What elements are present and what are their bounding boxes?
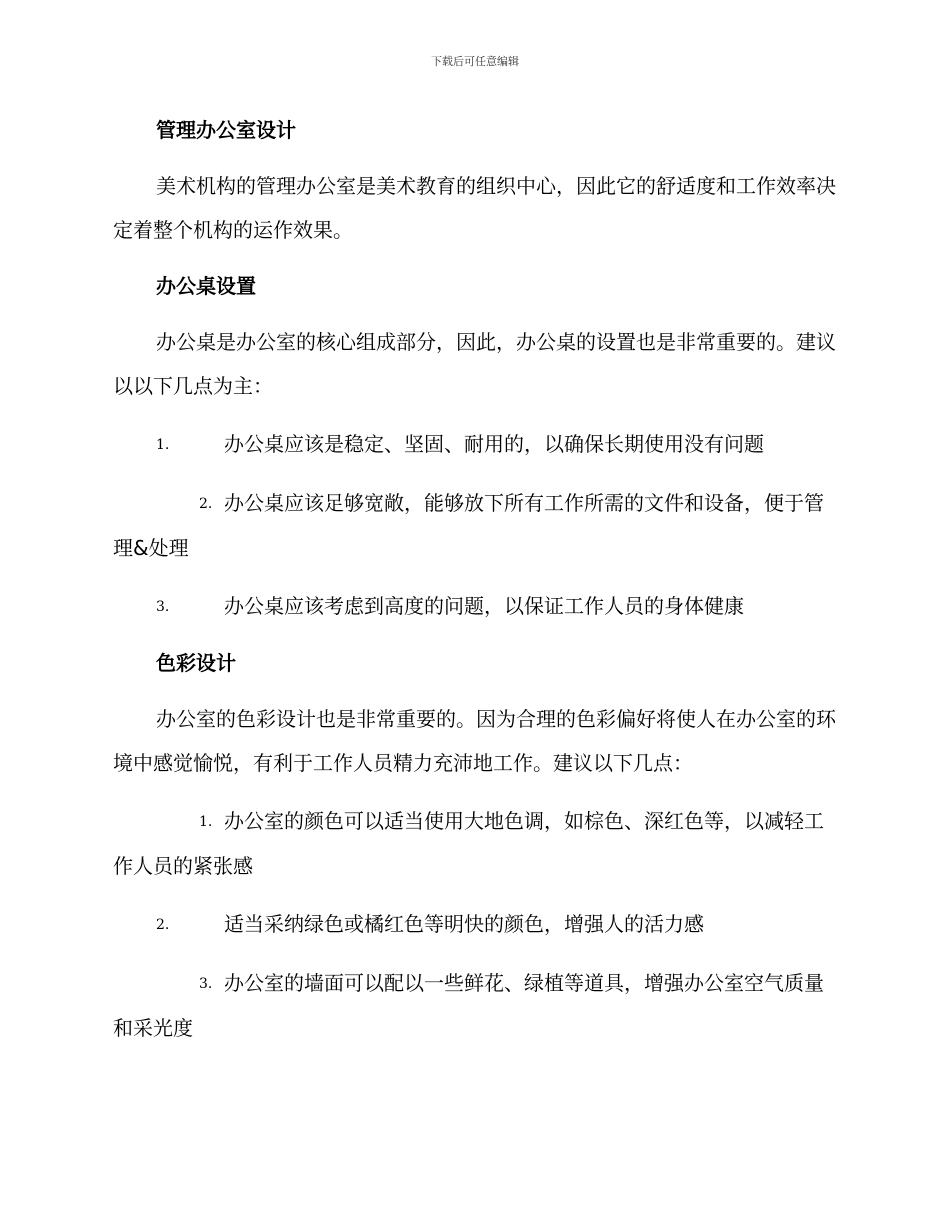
list-number: 2. bbox=[199, 496, 213, 512]
section-heading-management: 管理办公室设计 bbox=[156, 118, 296, 142]
list-item bbox=[113, 584, 838, 629]
paragraph-desk: 办公桌是办公室的核心组成部分，因此，办公桌的设置也是非常重要的。建议以以下几点为主： bbox=[113, 330, 836, 398]
list-item bbox=[113, 961, 838, 1050]
list-text: 办公室的墙面可以配以一些鲜花、绿植等道具，增强办公室空气质量和采光度 bbox=[113, 971, 824, 1040]
list-text: 办公桌应该是稳定、坚固、耐用的，以确保长期使用没有问题 bbox=[224, 432, 764, 456]
list-item bbox=[113, 422, 838, 467]
page-header: 下载后可任意编辑 bbox=[431, 55, 519, 68]
section-heading-desk: 办公桌设置 bbox=[156, 274, 256, 298]
list-text: 办公桌应该考虑到高度的问题，以保证工作人员的身体健康 bbox=[224, 594, 744, 618]
list-text: 适当采纳绿色或橘红色等明快的颜色，增强人的活力感 bbox=[224, 912, 704, 936]
list-number: 1. bbox=[156, 437, 170, 453]
paragraph-color: 办公室的色彩设计也是非常重要的。因为合理的色彩偏好将使人在办公室的环境中感觉愉悦，有利于工作人员精力充沛地工作。建议以下几点： bbox=[113, 707, 836, 775]
list-number: 3. bbox=[156, 599, 170, 615]
list-number: 1. bbox=[199, 814, 213, 830]
list-item bbox=[113, 902, 838, 947]
list-number: 3. bbox=[199, 976, 213, 992]
document-body bbox=[113, 110, 838, 1050]
section-heading-color: 色彩设计 bbox=[156, 651, 236, 675]
paragraph-management: 美术机构的管理办公室是美术教育的组织中心，因此它的舒适度和工作效率决定着整个机构的运作效果。 bbox=[113, 174, 836, 242]
list-text: 办公室的颜色可以适当使用大地色调，如棕色、深红色等，以减轻工作人员的紧张感 bbox=[113, 809, 824, 878]
list-number: 2. bbox=[156, 917, 170, 933]
list-item bbox=[113, 481, 838, 570]
list-text: 办公桌应该足够宽敞，能够放下所有工作所需的文件和设备，便于管理&处理 bbox=[113, 491, 824, 560]
list-item bbox=[113, 799, 838, 888]
